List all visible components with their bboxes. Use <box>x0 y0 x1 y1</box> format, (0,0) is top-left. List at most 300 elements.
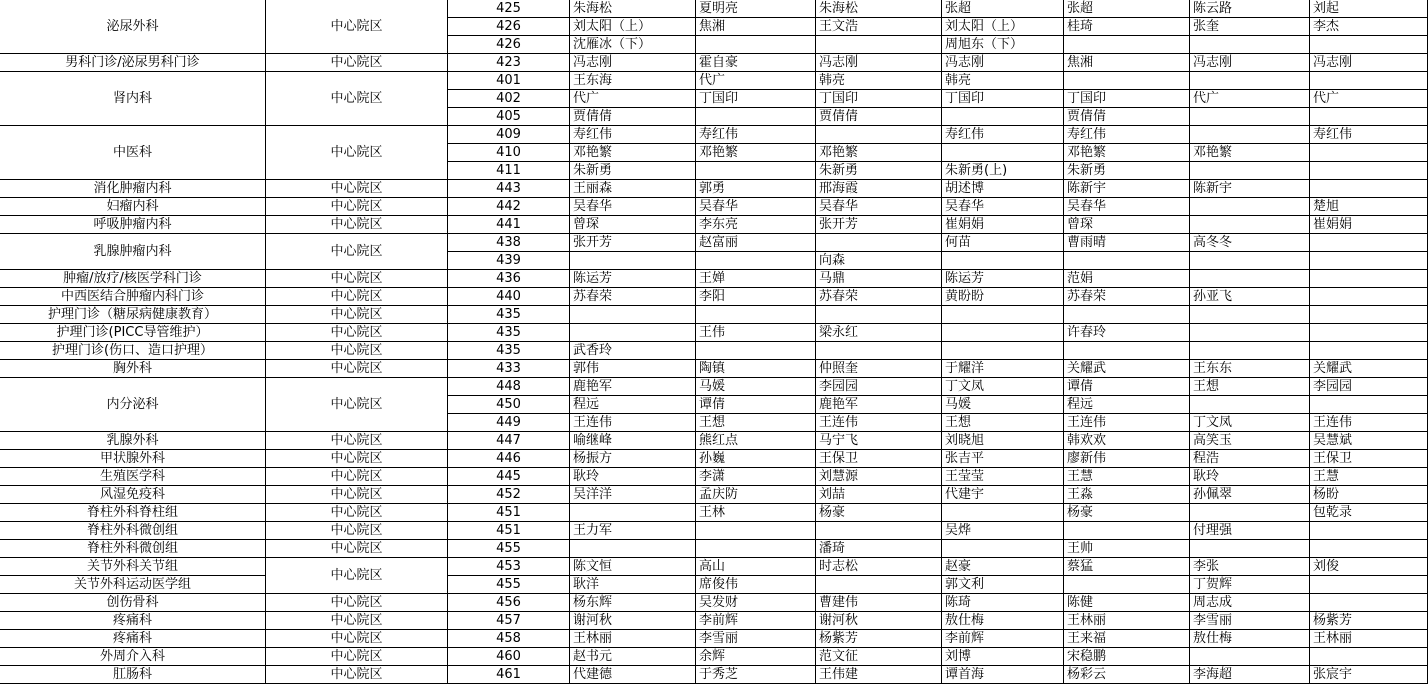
campus-cell: 中心院区 <box>266 72 448 126</box>
campus-cell: 中心院区 <box>266 522 448 540</box>
doctor-cell: 贾倩倩 <box>570 108 696 126</box>
doctor-cell: 冯志刚 <box>942 54 1064 72</box>
doctor-cell <box>1064 72 1190 90</box>
department-cell: 护理门诊(PICC导管维护） <box>0 324 266 342</box>
doctor-cell: 朱新勇 <box>816 162 942 180</box>
doctor-cell: 王林丽 <box>1064 612 1190 630</box>
doctor-cell: 张奎 <box>1190 18 1310 36</box>
doctor-cell: 吴洋洋 <box>570 486 696 504</box>
doctor-cell: 丁文凤 <box>1190 414 1310 432</box>
doctor-cell: 蔡猛 <box>1064 558 1190 576</box>
department-cell: 泌尿外科 <box>0 0 266 54</box>
room-cell: 451 <box>448 522 570 540</box>
doctor-cell: 谭倩 <box>696 396 816 414</box>
doctor-cell: 张开芳 <box>570 234 696 252</box>
department-cell: 肛肠科 <box>0 666 266 684</box>
doctor-cell <box>1310 648 1428 666</box>
doctor-cell <box>1310 594 1428 612</box>
doctor-cell: 廖新伟 <box>1064 450 1190 468</box>
room-cell: 410 <box>448 144 570 162</box>
doctor-cell: 寿红伟 <box>1064 126 1190 144</box>
doctor-cell: 邓艳繁 <box>1190 144 1310 162</box>
doctor-cell: 代广 <box>1310 90 1428 108</box>
department-cell: 肿瘤/放疗/核医学科门诊 <box>0 270 266 288</box>
campus-cell: 中心院区 <box>266 126 448 180</box>
doctor-cell <box>1190 270 1310 288</box>
doctor-cell: 李海超 <box>1190 666 1310 684</box>
doctor-cell: 代建德 <box>570 666 696 684</box>
doctor-cell: 杨彩云 <box>1064 666 1190 684</box>
doctor-cell: 李雪丽 <box>696 630 816 648</box>
campus-cell: 中心院区 <box>266 360 448 378</box>
doctor-cell: 贾倩倩 <box>816 108 942 126</box>
doctor-cell: 杨豪 <box>816 504 942 522</box>
doctor-cell: 冯志刚 <box>1190 54 1310 72</box>
department-cell: 呼吸肿瘤内科 <box>0 216 266 234</box>
department-cell: 胸外科 <box>0 360 266 378</box>
doctor-cell: 马媛 <box>942 396 1064 414</box>
doctor-cell <box>1190 648 1310 666</box>
doctor-cell: 王帅 <box>1064 540 1190 558</box>
room-cell: 445 <box>448 468 570 486</box>
doctor-cell: 孙亚飞 <box>1190 288 1310 306</box>
doctor-cell <box>1190 342 1310 360</box>
campus-cell: 中心院区 <box>266 216 448 234</box>
doctor-cell: 郭文利 <box>942 576 1064 594</box>
doctor-cell: 韩亮 <box>942 72 1064 90</box>
doctor-cell: 关耀武 <box>1064 360 1190 378</box>
doctor-cell: 朱新勇 <box>1064 162 1190 180</box>
doctor-cell <box>570 540 696 558</box>
doctor-cell: 邓艳繁 <box>1064 144 1190 162</box>
room-cell: 443 <box>448 180 570 198</box>
doctor-cell: 李园园 <box>1310 378 1428 396</box>
doctor-cell: 王连伟 <box>570 414 696 432</box>
doctor-cell <box>1310 234 1428 252</box>
doctor-cell: 李雪丽 <box>1190 612 1310 630</box>
doctor-cell <box>816 342 942 360</box>
doctor-cell: 王莹莹 <box>942 468 1064 486</box>
doctor-cell: 杨盼 <box>1310 486 1428 504</box>
doctor-cell: 王保卫 <box>816 450 942 468</box>
doctor-cell: 邓艳繁 <box>816 144 942 162</box>
doctor-cell: 高山 <box>696 558 816 576</box>
doctor-cell <box>1064 522 1190 540</box>
campus-cell: 中心院区 <box>266 0 448 54</box>
doctor-cell <box>1190 396 1310 414</box>
doctor-cell: 曾琛 <box>1064 216 1190 234</box>
doctor-cell: 丁国印 <box>1064 90 1190 108</box>
doctor-cell: 夏明亮 <box>696 0 816 18</box>
doctor-cell <box>1190 198 1310 216</box>
department-cell: 生殖医学科 <box>0 468 266 486</box>
campus-cell: 中心院区 <box>266 540 448 558</box>
doctor-cell: 耿玲 <box>1190 468 1310 486</box>
department-cell: 外周介入科 <box>0 648 266 666</box>
doctor-cell: 陈云路 <box>1190 0 1310 18</box>
doctor-cell: 王连伟 <box>1310 414 1428 432</box>
doctor-cell <box>1310 522 1428 540</box>
doctor-cell: 王林 <box>696 504 816 522</box>
doctor-cell: 鹿艳军 <box>570 378 696 396</box>
doctor-cell: 邓艳繁 <box>570 144 696 162</box>
doctor-cell: 陈运芳 <box>942 270 1064 288</box>
doctor-cell: 潘琦 <box>816 540 942 558</box>
doctor-cell: 武香玲 <box>570 342 696 360</box>
campus-cell: 中心院区 <box>266 54 448 72</box>
room-cell: 409 <box>448 126 570 144</box>
doctor-cell: 刘晓旭 <box>942 432 1064 450</box>
room-cell: 455 <box>448 576 570 594</box>
doctor-cell: 陈琦 <box>942 594 1064 612</box>
doctor-cell: 苏春荣 <box>1064 288 1190 306</box>
doctor-cell <box>816 234 942 252</box>
campus-cell: 中心院区 <box>266 342 448 360</box>
doctor-cell: 王慧 <box>1310 468 1428 486</box>
doctor-cell: 敖仕梅 <box>942 612 1064 630</box>
doctor-cell: 陈健 <box>1064 594 1190 612</box>
doctor-cell: 代建宇 <box>942 486 1064 504</box>
doctor-cell <box>696 522 816 540</box>
doctor-cell: 吴春华 <box>696 198 816 216</box>
doctor-cell: 吴慧斌 <box>1310 432 1428 450</box>
room-cell: 449 <box>448 414 570 432</box>
department-cell: 中医科 <box>0 126 266 180</box>
doctor-cell: 王想 <box>942 414 1064 432</box>
doctor-cell <box>1310 162 1428 180</box>
doctor-cell: 于秀芝 <box>696 666 816 684</box>
doctor-cell: 王文浩 <box>816 18 942 36</box>
doctor-cell: 丁贺辉 <box>1190 576 1310 594</box>
doctor-cell: 苏春荣 <box>816 288 942 306</box>
doctor-cell: 王来福 <box>1064 630 1190 648</box>
doctor-cell: 杨紫芳 <box>1310 612 1428 630</box>
doctor-cell: 付理强 <box>1190 522 1310 540</box>
doctor-cell: 李东亮 <box>696 216 816 234</box>
doctor-cell <box>1310 270 1428 288</box>
doctor-cell <box>1190 108 1310 126</box>
doctor-cell: 孙巍 <box>696 450 816 468</box>
doctor-cell: 席俊伟 <box>696 576 816 594</box>
doctor-cell <box>696 108 816 126</box>
doctor-cell: 王力军 <box>570 522 696 540</box>
doctor-cell <box>1064 576 1190 594</box>
room-cell: 426 <box>448 36 570 54</box>
doctor-cell <box>570 252 696 270</box>
doctor-cell: 张吉平 <box>942 450 1064 468</box>
doctor-cell: 刘起 <box>1310 0 1428 18</box>
campus-cell: 中心院区 <box>266 234 448 270</box>
campus-cell: 中心院区 <box>266 288 448 306</box>
campus-cell: 中心院区 <box>266 558 448 594</box>
doctor-cell: 耿玲 <box>570 468 696 486</box>
doctor-cell <box>1190 36 1310 54</box>
doctor-cell <box>1310 288 1428 306</box>
doctor-cell: 刘俊 <box>1310 558 1428 576</box>
doctor-cell: 赵书元 <box>570 648 696 666</box>
department-cell: 脊柱外科微创组 <box>0 522 266 540</box>
doctor-cell <box>696 252 816 270</box>
room-cell: 461 <box>448 666 570 684</box>
doctor-cell: 桂琦 <box>1064 18 1190 36</box>
room-cell: 438 <box>448 234 570 252</box>
department-cell: 脊柱外科脊柱组 <box>0 504 266 522</box>
doctor-cell <box>942 306 1064 324</box>
doctor-cell: 关耀武 <box>1310 360 1428 378</box>
doctor-cell: 马媛 <box>696 378 816 396</box>
doctor-cell: 刘喆 <box>816 486 942 504</box>
campus-cell: 中心院区 <box>266 450 448 468</box>
doctor-cell: 黄盼盼 <box>942 288 1064 306</box>
doctor-cell: 吴烨 <box>942 522 1064 540</box>
doctor-cell: 李张 <box>1190 558 1310 576</box>
doctor-cell: 王连伟 <box>816 414 942 432</box>
room-cell: 452 <box>448 486 570 504</box>
doctor-cell: 吴春华 <box>942 198 1064 216</box>
doctor-cell: 王婵 <box>696 270 816 288</box>
doctor-cell: 曹建伟 <box>816 594 942 612</box>
doctor-cell <box>1310 306 1428 324</box>
doctor-cell: 韩亮 <box>816 72 942 90</box>
doctor-cell <box>1310 252 1428 270</box>
room-cell: 433 <box>448 360 570 378</box>
room-cell: 458 <box>448 630 570 648</box>
doctor-cell: 寿红伟 <box>1310 126 1428 144</box>
room-cell: 435 <box>448 306 570 324</box>
campus-cell: 中心院区 <box>266 630 448 648</box>
doctor-cell: 宋稳鹏 <box>1064 648 1190 666</box>
doctor-cell: 张宸宇 <box>1310 666 1428 684</box>
room-cell: 405 <box>448 108 570 126</box>
doctor-cell <box>570 324 696 342</box>
doctor-cell <box>1064 306 1190 324</box>
department-cell: 中西医结合肿瘤内科门诊 <box>0 288 266 306</box>
department-cell: 关节外科运动医学组 <box>0 576 266 594</box>
doctor-cell <box>1310 144 1428 162</box>
doctor-cell: 王保卫 <box>1310 450 1428 468</box>
campus-cell: 中心院区 <box>266 468 448 486</box>
campus-cell: 中心院区 <box>266 270 448 288</box>
room-cell: 446 <box>448 450 570 468</box>
department-cell: 护理门诊（糖尿病健康教育） <box>0 306 266 324</box>
doctor-cell: 邢海霞 <box>816 180 942 198</box>
doctor-cell: 丁文凤 <box>942 378 1064 396</box>
doctor-cell: 丁国印 <box>816 90 942 108</box>
doctor-cell <box>1310 108 1428 126</box>
room-cell: 457 <box>448 612 570 630</box>
doctor-cell: 于耀洋 <box>942 360 1064 378</box>
doctor-cell: 向森 <box>816 252 942 270</box>
doctor-cell: 喻继峰 <box>570 432 696 450</box>
doctor-cell <box>1190 306 1310 324</box>
doctor-cell: 寿红伟 <box>942 126 1064 144</box>
department-cell: 风湿免疫科 <box>0 486 266 504</box>
room-cell: 448 <box>448 378 570 396</box>
doctor-cell: 陈新宇 <box>1190 180 1310 198</box>
room-cell: 442 <box>448 198 570 216</box>
doctor-cell <box>1190 126 1310 144</box>
doctor-cell <box>1310 324 1428 342</box>
doctor-cell <box>1064 36 1190 54</box>
doctor-cell: 王东海 <box>570 72 696 90</box>
doctor-cell: 杨东辉 <box>570 594 696 612</box>
doctor-cell: 鹿艳军 <box>816 396 942 414</box>
department-cell: 关节外科关节组 <box>0 558 266 576</box>
doctor-cell: 王伟 <box>696 324 816 342</box>
doctor-cell: 王丽森 <box>570 180 696 198</box>
room-cell: 460 <box>448 648 570 666</box>
department-cell: 疼痛科 <box>0 630 266 648</box>
doctor-cell <box>1190 216 1310 234</box>
room-cell: 451 <box>448 504 570 522</box>
doctor-cell <box>1190 504 1310 522</box>
department-cell: 甲状腺外科 <box>0 450 266 468</box>
doctor-cell: 韩欢欢 <box>1064 432 1190 450</box>
doctor-cell: 包乾录 <box>1310 504 1428 522</box>
doctor-cell <box>942 342 1064 360</box>
campus-cell: 中心院区 <box>266 612 448 630</box>
doctor-cell <box>1310 576 1428 594</box>
campus-cell: 中心院区 <box>266 198 448 216</box>
doctor-cell: 代广 <box>1190 90 1310 108</box>
doctor-cell: 张超 <box>942 0 1064 18</box>
doctor-cell: 王林丽 <box>570 630 696 648</box>
doctor-cell <box>1310 540 1428 558</box>
department-cell: 乳腺肿瘤内科 <box>0 234 266 270</box>
doctor-cell: 周志成 <box>1190 594 1310 612</box>
doctor-cell: 代广 <box>696 72 816 90</box>
department-cell: 肾内科 <box>0 72 266 126</box>
doctor-cell <box>942 252 1064 270</box>
doctor-cell: 仲照奎 <box>816 360 942 378</box>
doctor-cell <box>1190 162 1310 180</box>
doctor-cell: 王林丽 <box>1310 630 1428 648</box>
doctor-cell: 苏春荣 <box>570 288 696 306</box>
doctor-cell <box>942 540 1064 558</box>
doctor-cell: 陈新宇 <box>1064 180 1190 198</box>
campus-cell: 中心院区 <box>266 180 448 198</box>
room-cell: 440 <box>448 288 570 306</box>
department-cell: 消化肿瘤内科 <box>0 180 266 198</box>
department-cell: 男科门诊/泌尿男科门诊 <box>0 54 266 72</box>
campus-cell: 中心院区 <box>266 432 448 450</box>
doctor-cell: 赵豪 <box>942 558 1064 576</box>
doctor-cell: 胡述博 <box>942 180 1064 198</box>
doctor-cell: 周旭东（下） <box>942 36 1064 54</box>
doctor-cell: 吴发财 <box>696 594 816 612</box>
doctor-cell: 谭倩 <box>1064 378 1190 396</box>
doctor-cell: 范娟 <box>1064 270 1190 288</box>
campus-cell: 中心院区 <box>266 648 448 666</box>
room-cell: 401 <box>448 72 570 90</box>
doctor-cell: 郭伟 <box>570 360 696 378</box>
doctor-cell: 楚旭 <box>1310 198 1428 216</box>
doctor-cell <box>816 522 942 540</box>
doctor-cell: 马鼎 <box>816 270 942 288</box>
doctor-cell: 冯志刚 <box>1310 54 1428 72</box>
doctor-cell: 孙佩翠 <box>1190 486 1310 504</box>
room-cell: 402 <box>448 90 570 108</box>
doctor-cell <box>1190 252 1310 270</box>
doctor-cell: 焦湘 <box>696 18 816 36</box>
room-cell: 455 <box>448 540 570 558</box>
doctor-cell <box>942 324 1064 342</box>
doctor-cell <box>1310 342 1428 360</box>
department-cell: 护理门诊(伤口、造口护理） <box>0 342 266 360</box>
doctor-cell: 李前辉 <box>696 612 816 630</box>
doctor-cell: 贾倩倩 <box>1064 108 1190 126</box>
doctor-cell: 邓艳繁 <box>696 144 816 162</box>
doctor-cell: 杨振方 <box>570 450 696 468</box>
doctor-cell: 冯志刚 <box>816 54 942 72</box>
doctor-cell: 杨豪 <box>1064 504 1190 522</box>
doctor-cell: 霍自豪 <box>696 54 816 72</box>
room-cell: 447 <box>448 432 570 450</box>
doctor-cell: 吴春华 <box>570 198 696 216</box>
doctor-cell: 代广 <box>570 90 696 108</box>
doctor-cell: 赵富丽 <box>696 234 816 252</box>
doctor-cell: 孟庆防 <box>696 486 816 504</box>
doctor-cell <box>816 36 942 54</box>
doctor-cell: 耿洋 <box>570 576 696 594</box>
doctor-cell: 王想 <box>1190 378 1310 396</box>
room-cell: 450 <box>448 396 570 414</box>
doctor-cell: 朱新勇(上) <box>942 162 1064 180</box>
doctor-cell: 寿红伟 <box>570 126 696 144</box>
department-cell: 创伤骨科 <box>0 594 266 612</box>
doctor-cell: 朱海松 <box>570 0 696 18</box>
doctor-cell: 李前辉 <box>942 630 1064 648</box>
doctor-cell: 陶镇 <box>696 360 816 378</box>
doctor-cell: 高笑玉 <box>1190 432 1310 450</box>
doctor-cell: 时志松 <box>816 558 942 576</box>
room-cell: 436 <box>448 270 570 288</box>
campus-cell: 中心院区 <box>266 378 448 432</box>
doctor-cell: 王想 <box>696 414 816 432</box>
doctor-cell: 谢河秋 <box>816 612 942 630</box>
room-cell: 439 <box>448 252 570 270</box>
department-cell: 内分泌科 <box>0 378 266 432</box>
doctor-cell: 梁永红 <box>816 324 942 342</box>
doctor-cell <box>696 540 816 558</box>
doctor-cell: 熊红点 <box>696 432 816 450</box>
campus-cell: 中心院区 <box>266 324 448 342</box>
doctor-cell: 张超 <box>1064 0 1190 18</box>
doctor-cell: 冯志刚 <box>570 54 696 72</box>
doctor-cell: 王连伟 <box>1064 414 1190 432</box>
room-cell: 435 <box>448 342 570 360</box>
room-cell: 425 <box>448 0 570 18</box>
doctor-cell: 程远 <box>570 396 696 414</box>
department-cell: 妇瘤内科 <box>0 198 266 216</box>
doctor-cell: 刘太阳（上） <box>570 18 696 36</box>
doctor-cell <box>1190 324 1310 342</box>
doctor-cell: 程远 <box>1064 396 1190 414</box>
room-cell: 453 <box>448 558 570 576</box>
doctor-cell: 王淼 <box>1064 486 1190 504</box>
doctor-cell: 朱新勇 <box>570 162 696 180</box>
doctor-cell: 王东东 <box>1190 360 1310 378</box>
doctor-cell <box>816 126 942 144</box>
doctor-cell: 崔娟娟 <box>942 216 1064 234</box>
doctor-cell: 谭首海 <box>942 666 1064 684</box>
doctor-cell <box>816 576 942 594</box>
doctor-cell: 范文征 <box>816 648 942 666</box>
campus-cell: 中心院区 <box>266 306 448 324</box>
doctor-cell <box>1064 342 1190 360</box>
department-cell: 乳腺外科 <box>0 432 266 450</box>
doctor-cell: 王伟建 <box>816 666 942 684</box>
